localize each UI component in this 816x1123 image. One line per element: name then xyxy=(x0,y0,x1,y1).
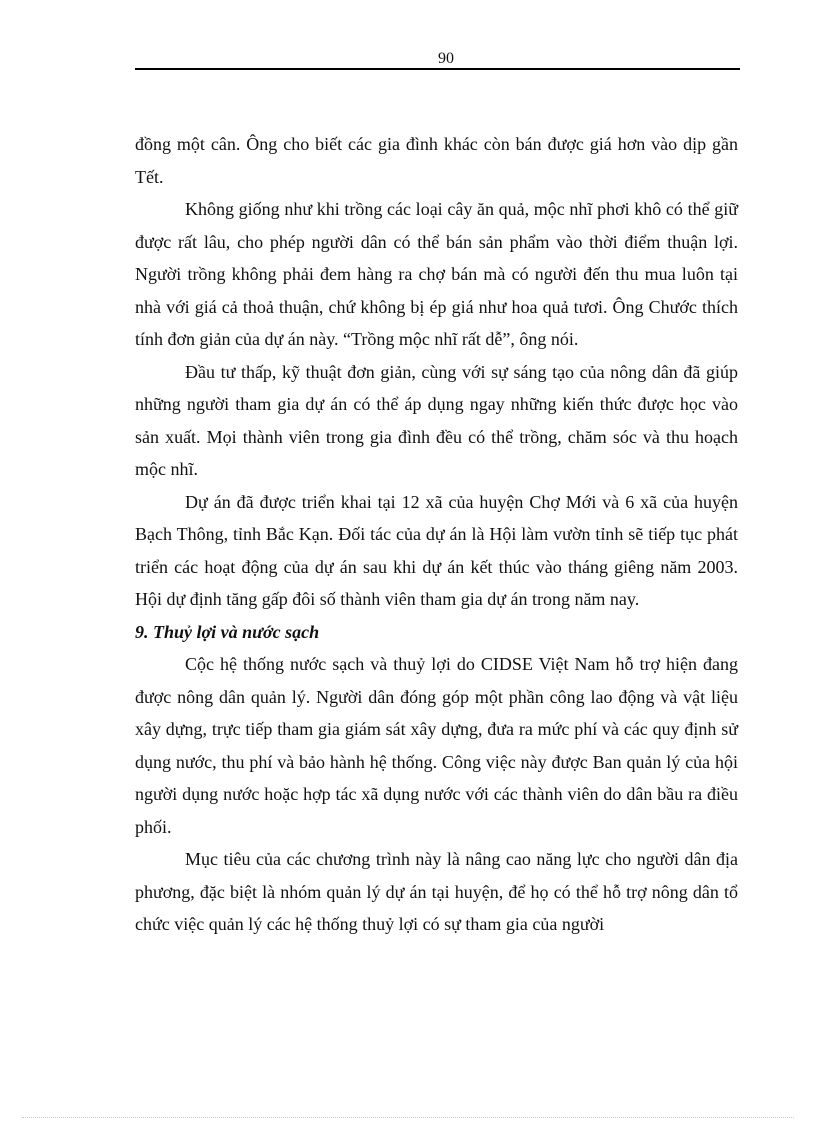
paragraph-low-investment: Đầu tư thấp, kỹ thuật đơn giản, cùng với sự sáng tạo của nông dân đã giúp những người tham gia dự án có thể áp dụng ngay những kiến thức được học vào sản xuất. Mọi thành viên trong gia đình đều có thể trồng, chăm sóc và thu hoạch mộc nhĩ. xyxy=(135,361,738,479)
paragraph-water-systems: Cộc hệ thống nước sạch và thuỷ lợi do CIDSE Việt Nam hỗ trợ hiện đang được nông dân quản lý. Người dân đóng góp một phần công lao động và vật liệu xây dựng, trực tiếp tham gia giám sát xây dựng, đưa ra mức phí và các quy định sử dụng nước, thu phí và bảo hành hệ thống. Công việc này được Ban quản lý của hội người dụng nước hoặc hợp tác xã dụng nước với các thành viên do dân bầu ra điều phối. xyxy=(135,654,738,837)
paragraph-project-scope: Dự án đã được triển khai tại 12 xã của huyện Chợ Mới và 6 xã của huyện Bạch Thông, tỉnh Bắc Kạn. Đối tác của dự án là Hội làm vườn tỉnh sẽ tiếp tục phát triển các hoạt động của dự án sau khi dự án kết thúc vào tháng giêng năm 2003. Hội dự định tăng gấp đôi số thành viên tham gia dự án trong năm nay. xyxy=(135,491,738,609)
header-divider xyxy=(135,68,740,70)
paragraph-program-goals: Mục tiêu của các chương trình này là nâng cao năng lực cho người dân địa phương, đặc biệt là nhóm quản lý dự án tại huyện, để họ có thể hỗ trợ nông dân tổ chức việc quản lý các hệ thống thuỷ lợi có sự tham gia của người xyxy=(135,849,738,934)
section-heading: 9. Thuỷ lợi và nước sạch xyxy=(135,621,320,642)
footer-divider xyxy=(22,1117,794,1118)
document-body xyxy=(135,128,738,941)
page-number: 90 xyxy=(438,50,454,67)
paragraph-dried-fungus: Không giống như khi trồng các loại cây ăn quả, mộc nhĩ phơi khô có thể giữ được rất lâu, cho phép người dân có thể bán sản phẩm vào thời điểm thuận lợi. Người trồng không phải đem hàng ra chợ bán mà có người đến thu mua luôn tại nhà với giá cả thoả thuận, chứ không bị ép giá như hoa quả tươi. Ông Chước thích tính đơn giản của dự án này. “Trồng mộc nhĩ rất dễ”, ông nói. xyxy=(135,199,738,349)
paragraph-continuation: đồng một cân. Ông cho biết các gia đình khác còn bán được giá hơn vào dịp gần Tết. xyxy=(135,134,738,187)
